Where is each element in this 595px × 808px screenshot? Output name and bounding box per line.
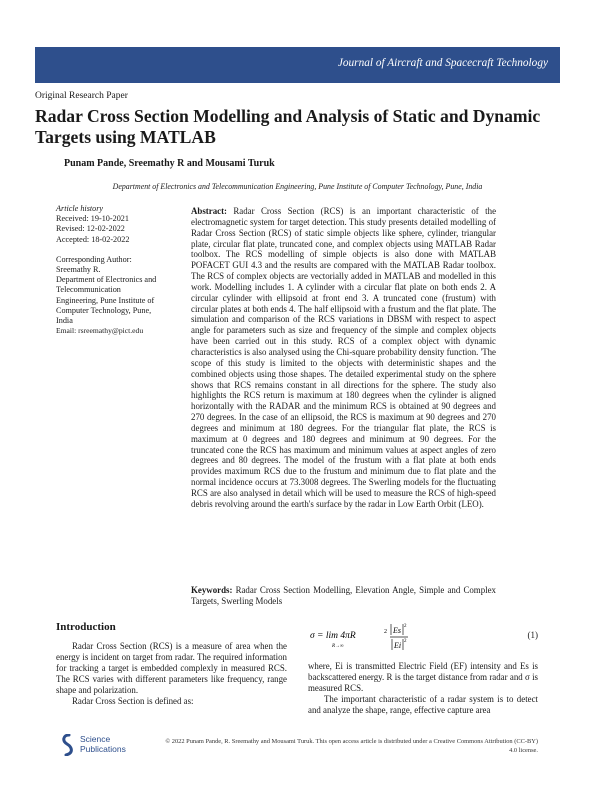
svg-text:2: 2 [404, 639, 407, 644]
publisher-name [80, 734, 126, 754]
equation-1 [308, 618, 538, 656]
abstract-label: Abstract: [191, 206, 227, 216]
introduction-left-column [56, 641, 287, 706]
equation-denominator: Ei [394, 641, 402, 650]
intro-paragraph-2: Radar Cross Section is defined as: [72, 695, 194, 706]
article-history-heading: Article history [56, 204, 104, 213]
intro-paragraph-1: Radar Cross Section (RCS) is a measure of area when the energy is incident on target from radar. The required information for tracking a target is embedded complexly in measured RCS. The RCS varies with different parameters like frequency, range shape and polarization. [56, 641, 287, 695]
equation-numerator: Es [393, 626, 401, 635]
corresponding-email[interactable]: Email: rsreemathy@pict.edu [56, 326, 144, 336]
intro-paragraph-4: The important characteristic of a radar system is to detect and analyze the shape, range, effective capture area [308, 693, 538, 715]
paper-type: Original Research Paper [35, 91, 128, 101]
publisher-logo [60, 734, 145, 770]
paper-title: Radar Cross Section Modelling and Analysis of Static and Dynamic Targets using MATLAB [35, 106, 541, 147]
introduction-right-column [308, 661, 538, 716]
journal-name: Journal of Aircraft and Spacecraft Technology [337, 57, 548, 69]
revised-date: Revised: 12-02-2022 [56, 224, 125, 234]
corresponding-dept-3: Engineering, Pune Institute of [56, 295, 155, 305]
corresponding-heading: Corresponding Author: [56, 254, 132, 264]
abstract-text: Radar Cross Section (RCS) is an important characteristic of the electromagnetic system for target detection. This study presents detailed modelling of Radar Cross Section (RCS) of static simple objects like sphere, cylinder, triangular plate, circular flat plate, truncated cone, and complex objects using MATLAB Radar toolbox. The RCS modelling of simple objects is also done with MATLAB POFACET GUI 4.3 and the results are compared with the MATLAB Radar toolbox. The RCS of complex objects are vectorially added in MATLAB and modelled in this work. Modelling includes 1. A cylinder with a circular flat plate on both ends 2. A circular cylinder with ellipsoid at front end 3. A truncated cone (frustum) with circular plates at both ends 4. The half ellipsoid with a frustum and the flat plate. The simulation and comparison of the RCS variations in DBSM with respect to aspect angle for parameters such as size and frequency of the simple and complex objects have been carried out in this study. RCS of a complex object with dynamic characteristics is also analysed using the Chi-square probability density function. 'The scope of this study is limited to the objects with deterministic shapes and the combined objects using those shapes. The detailed experimental study on the sphere shows that RCS remains constant in all directions for the sphere. The study also highlights the RCS return is maximum at 180 degrees when the cylinder is aligned horizontally with the RADAR and the minimum RCS is obtained at 90 degrees and 270 degrees. In the case of an ellipsoid, the RCS is maximum at 90 degrees and 270 degrees and minimum at 180 degrees. For the triangular flat plate, the RCS is maximum at 0 degrees and 180 degrees and minimum at 90 degrees. For the truncated cone the RCS has maximum and minimum values at aspect angles of zero degrees and 80 degrees. The model of the frustum with a flat plate at both ends provides maximum RCS due to the frustum and minimum due to flat plate and the normal incidence occurs at 73.3008 degrees. The Swerling models for the fluctuating RCS are also analysed in detail which will be used to measure the RCS of high-speed debris revolving around the earth's surface by the radar in Low Earth Orbit (LEO). [191, 206, 497, 509]
publisher-name-line-2: Publications [80, 744, 126, 754]
publisher-logo-icon [60, 734, 78, 756]
equation-exponent: 2 [384, 629, 387, 635]
corresponding-dept-1: Department of Electronics and [56, 275, 157, 285]
authors: Punam Pande, Sreemathy R and Mousami Turuk [64, 158, 275, 169]
corresponding-dept-5: India [56, 316, 73, 326]
corresponding-dept-2: Telecommunication [56, 285, 121, 295]
corresponding-dept-4: Computer Technology, Pune, [56, 305, 152, 315]
keywords-label: Keywords: [191, 585, 233, 595]
equation-limit: R→∞ [332, 644, 344, 649]
accepted-date: Accepted: 18-02-2022 [56, 234, 130, 244]
journal-banner [35, 47, 560, 83]
equation-number: (1) [527, 630, 538, 640]
affiliation: Department of Electronics and Telecommunication Engineering, Pune Institute of Computer Technology, Pune, India [112, 182, 483, 191]
abstract [191, 206, 496, 510]
received-date: Received: 19-10-2021 [56, 214, 129, 224]
equation-lhs: σ = lim 4πR [310, 631, 356, 641]
publisher-name-line-1: Science [80, 734, 111, 744]
svg-text:2: 2 [404, 624, 407, 629]
introduction-heading: Introduction [56, 621, 116, 633]
corresponding-name: Sreemathy R. [56, 265, 101, 275]
article-sidebar [56, 204, 181, 336]
copyright-notice: © 2022 Punam Pande, R. Sreemathy and Mousami Turuk. This open access article is distributed under a Creative Commons Attribution (CC-BY) 4.0 license. [165, 738, 538, 754]
keywords [191, 585, 496, 607]
keywords-text: Radar Cross Section Modelling, Elevation Angle, Simple and Complex Targets, Swerling Models [191, 585, 496, 606]
intro-paragraph-3: where, Ei is transmitted Electric Field (EF) intensity and Es is backscattered energy. R is the target distance from radar and σ is measured RCS. [308, 661, 538, 693]
rcs-equation [308, 618, 508, 656]
